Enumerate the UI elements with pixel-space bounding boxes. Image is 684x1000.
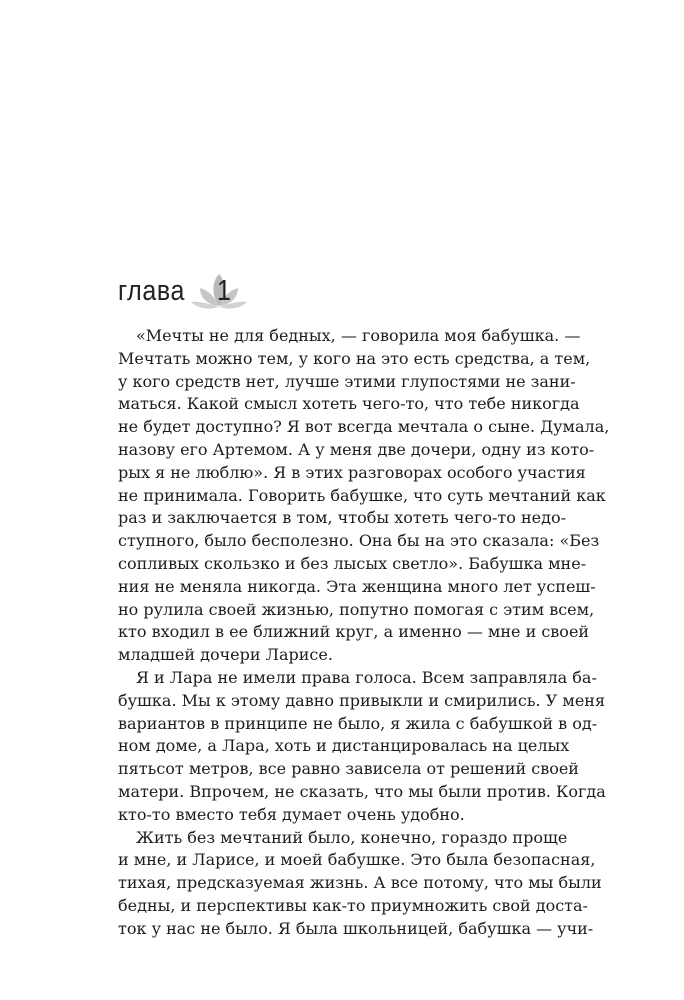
chapter-title: глава bbox=[118, 274, 185, 307]
text-line: «Мечты не для бедных, — говорила моя бабушка. — bbox=[136, 326, 581, 345]
text-line: тихая, предсказуемая жизнь. А все потому, что мы были bbox=[118, 873, 602, 893]
text-line: Жить без мечтаний было, конечно, гораздо проще bbox=[136, 827, 568, 847]
text-line: сопливых скользко и без лысых светло». Бабушка мне- bbox=[118, 553, 587, 573]
text-line: не будет доступно? Я вот всегда мечтала о сыне. Думала, bbox=[118, 417, 610, 437]
body-text bbox=[118, 325, 610, 941]
text-line: ток у нас не было. Я была школьницей, бабушка — учи- bbox=[118, 918, 594, 938]
text-line: младшей дочери Ларисе. bbox=[118, 645, 333, 665]
text-line: ступного, было бесполезно. Она бы на это сказала: «Без bbox=[118, 531, 600, 551]
text-line: у кого средств нет, лучше этими глупостями не зани- bbox=[118, 371, 576, 391]
text-line: кто-то вместо тебя думает очень удобно. bbox=[118, 804, 465, 824]
text-line: ном доме, а Лара, хоть и дистанцировалась на целых bbox=[118, 736, 570, 756]
text-line: Я и Лара не имели права голоса. Всем заправляла ба- bbox=[136, 667, 597, 687]
text-line: рых я не люблю». Я в этих разговорах особого участия bbox=[118, 462, 586, 482]
chapter-number: 1 bbox=[216, 274, 231, 307]
text-line: ния не меняла никогда. Эта женщина много лет успеш- bbox=[118, 576, 596, 596]
text-line: бедны, и перспективы как-то приумножить свой доста- bbox=[118, 895, 588, 915]
text-line: и мне, и Ларисе, и моей бабушке. Это была безопасная, bbox=[118, 850, 596, 870]
text-line: матери. Впрочем, не сказать, что мы были против. Когда bbox=[118, 781, 606, 801]
text-line: но рулила своей жизнью, попутно помогая с этим всем, bbox=[118, 599, 595, 619]
text-line: кто входил в ее ближний круг, а именно — мне и своей bbox=[118, 622, 590, 642]
text-line: раз и заключается в том, чтобы хотеть чего-то недо- bbox=[118, 508, 566, 528]
text-line: маться. Какой смысл хотеть чего-то, что тебе никогда bbox=[118, 394, 580, 414]
text-line: вариантов в принципе не было, я жила с бабушкой в од- bbox=[118, 713, 598, 733]
text-line: не принимала. Говорить бабушке, что суть мечтаний как bbox=[118, 485, 606, 505]
text-line: бушка. Мы к этому давно привыкли и смирились. У меня bbox=[118, 690, 606, 710]
text-line: Мечтать можно тем, у кого на это есть средства, а тем, bbox=[118, 348, 591, 368]
chapter-heading bbox=[118, 268, 231, 314]
text-line: пятьсот метров, все равно зависела от решений своей bbox=[118, 759, 579, 779]
text-line: назову его Артемом. А у меня две дочери, одну из кото- bbox=[118, 439, 595, 459]
